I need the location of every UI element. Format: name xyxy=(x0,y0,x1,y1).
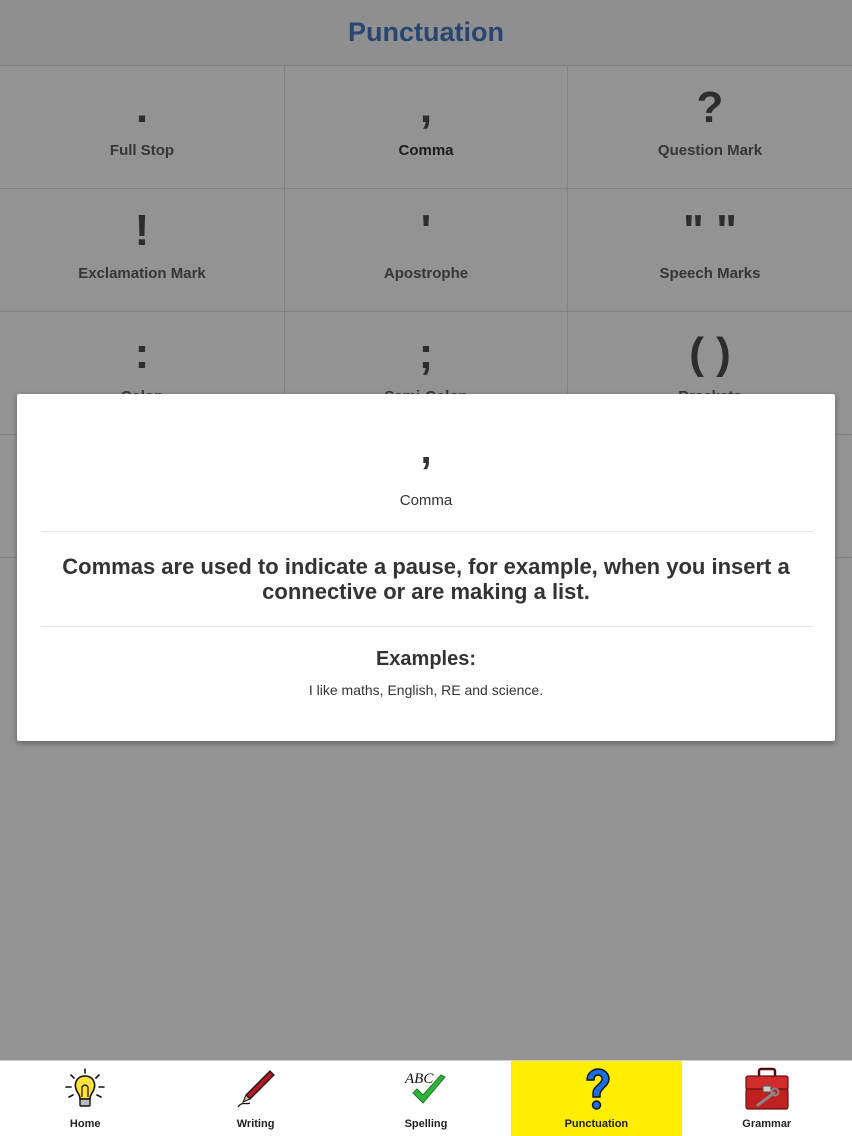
question-mark-icon xyxy=(573,1066,619,1112)
pen-icon xyxy=(233,1066,279,1112)
examples-text: I like maths, English, RE and science. xyxy=(308,682,544,698)
tab-grammar[interactable] xyxy=(682,1061,852,1136)
detail-modal[interactable] xyxy=(17,394,835,741)
tab-bar xyxy=(0,1060,852,1136)
tab-label: Grammar xyxy=(742,1118,792,1130)
abc-check-icon xyxy=(403,1066,449,1112)
tab-spelling[interactable] xyxy=(341,1061,511,1136)
modal-description: Commas are used to indicate a pause, for example, when you insert a connective or are making a list. xyxy=(62,554,790,604)
tab-label: Punctuation xyxy=(564,1118,629,1130)
lightbulb-icon xyxy=(62,1066,108,1112)
modal-symbol: , xyxy=(420,428,432,472)
tab-writing[interactable] xyxy=(170,1061,340,1136)
tab-label: Writing xyxy=(236,1118,275,1130)
toolbox-icon xyxy=(744,1066,790,1112)
examples-title: Examples: xyxy=(375,648,477,670)
tab-punctuation[interactable] xyxy=(511,1061,681,1136)
divider xyxy=(41,626,813,627)
tab-label: Home xyxy=(69,1118,101,1130)
svg-text:ABC: ABC xyxy=(404,1071,434,1087)
divider xyxy=(41,531,813,532)
tab-home[interactable] xyxy=(0,1061,170,1136)
tab-label: Spelling xyxy=(404,1118,448,1130)
modal-name: Comma xyxy=(399,492,453,509)
